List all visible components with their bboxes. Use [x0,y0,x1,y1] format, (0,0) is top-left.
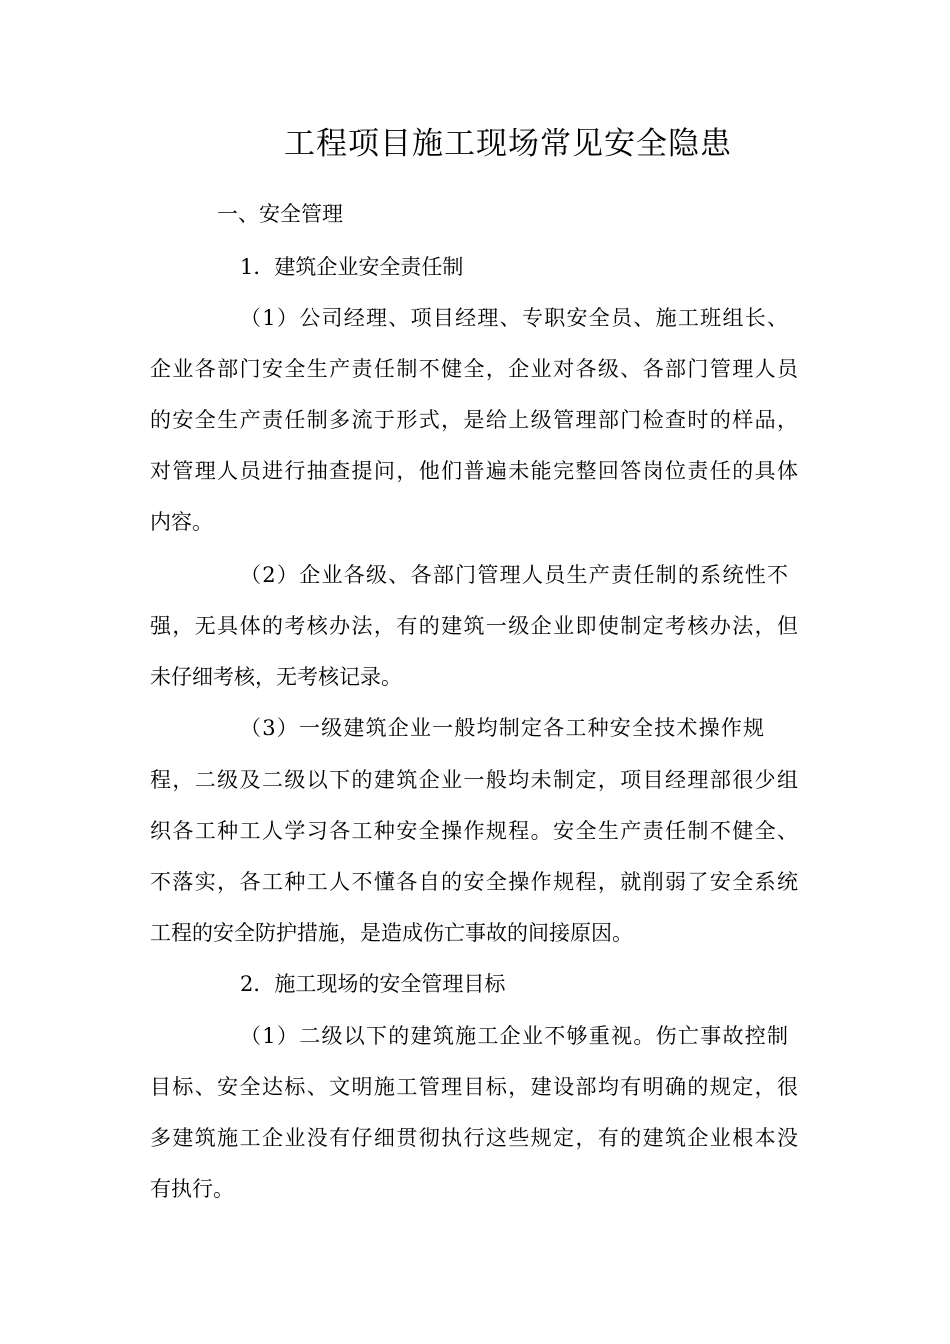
paragraph-line: （1）二级以下的建筑施工企业不够重视。伤亡事故控制 [240,1024,788,1048]
subsection-heading: 2．施工现场的安全管理目标 [240,972,506,996]
section-heading: 一、安全管理 [217,202,343,226]
paragraph-line: （2）企业各级、各部门管理人员生产责任制的系统性不 [240,563,788,587]
paragraph-line: 对管理人员进行抽查提问，他们普遍未能完整回答岗位责任的具体 [150,459,798,483]
paragraph-line: 目标、安全达标、文明施工管理目标，建设部均有明确的规定，很 [150,1075,798,1099]
subsection-heading: 1．建筑企业安全责任制 [240,255,464,279]
paragraph-line: （3）一级建筑企业一般均制定各工种安全技术操作规 [240,716,764,740]
paragraph-line: 不落实，各工种工人不懂各自的安全操作规程，就削弱了安全系统 [150,870,798,894]
paragraph-line: 的安全生产责任制多流于形式，是给上级管理部门检查时的样品， [150,408,798,432]
paragraph-line: 企业各部门安全生产责任制不健全，企业对各级、各部门管理人员 [150,357,798,381]
paragraph-line: 强，无具体的考核办法，有的建筑一级企业即使制定考核办法，但 [150,614,798,638]
paragraph-line: 未仔细考核，无考核记录。 [150,665,402,689]
paragraph-line: 内容。 [150,510,213,534]
paragraph-line: 有执行。 [150,1177,234,1201]
paragraph-line: 织各工种工人学习各工种安全操作规程。安全生产责任制不健全、 [150,819,798,843]
document-title: 工程项目施工现场常见安全隐患 [284,126,732,162]
paragraph-line: 程，二级及二级以下的建筑企业一般均未制定，项目经理部很少组 [150,768,798,792]
paragraph-line: 工程的安全防护措施，是造成伤亡事故的间接原因。 [150,921,633,945]
paragraph-line: 多建筑施工企业没有仔细贯彻执行这些规定，有的建筑企业根本没 [150,1126,798,1150]
paragraph-line: （1）公司经理、项目经理、专职安全员、施工班组长、 [240,306,788,330]
